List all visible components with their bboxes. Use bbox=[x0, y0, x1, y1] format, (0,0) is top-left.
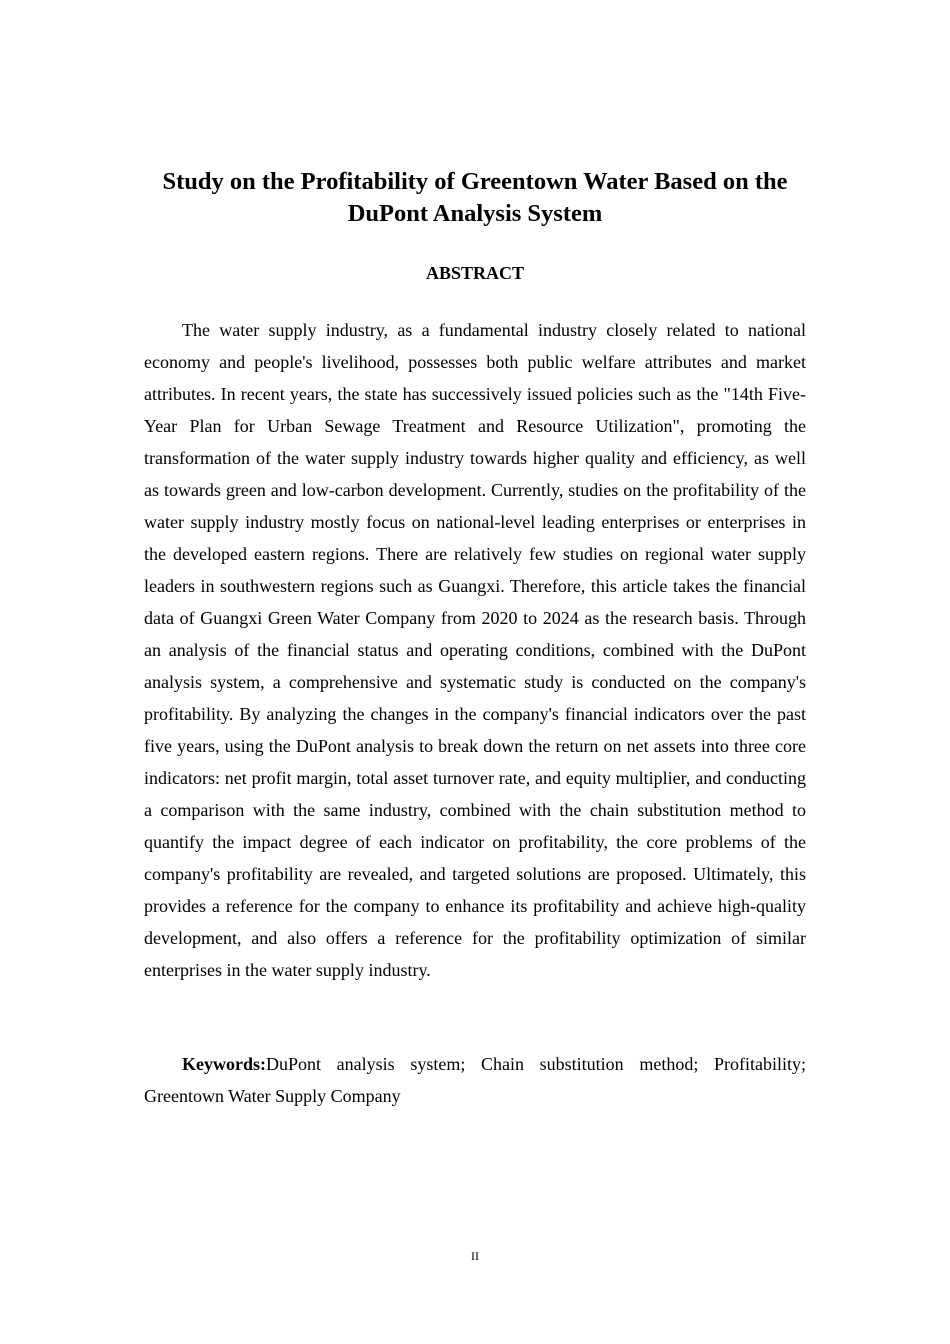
keywords-label: Keywords: bbox=[182, 1054, 266, 1074]
keywords-text: DuPont analysis system; Chain substitution method; Profitability; Greentown Water Supply Company bbox=[144, 1054, 806, 1106]
abstract-body: The water supply industry, as a fundamental industry closely related to national economy and people's livelihood, possesses both public welfare attributes and market attributes. In recent years, the state has successively issued policies such as the "14th Five-Year Plan for Urban Sewage Treatment and Resource Utilization", promoting the transformation of the water supply industry towards higher quality and efficiency, as well as towards green and low-carbon development. Currently, studies on the profitability of the water supply industry mostly focus on national-level leading enterprises or enterprises in the developed eastern regions. There are relatively few studies on regional water supply leaders in southwestern regions such as Guangxi. Therefore, this article takes the financial data of Guangxi Green Water Company from 2020 to 2024 as the research basis. Through an analysis of the financial status and operating conditions, combined with the DuPont analysis system, a comprehensive and systematic study is conducted on the company's profitability. By analyzing the changes in the company's financial indicators over the past five years, using the DuPont analysis to break down the return on net assets into three core indicators: net profit margin, total asset turnover rate, and equity multiplier, and conducting a comparison with the same industry, combined with the chain substitution method to quantify the impact degree of each indicator on profitability, the core problems of the company's profitability are revealed, and targeted solutions are proposed. Ultimately, this provides a reference for the company to enhance its profitability and achieve high-quality development, and also offers a reference for the profitability optimization of similar enterprises in the water supply industry. bbox=[144, 320, 806, 980]
page-number: II bbox=[471, 1249, 479, 1263]
keywords-paragraph bbox=[144, 1048, 806, 1112]
abstract-heading: ABSTRACT bbox=[425, 263, 525, 283]
paper-title: Study on the Profitability of Greentown Water Based on the DuPont Analysis System bbox=[162, 168, 788, 227]
